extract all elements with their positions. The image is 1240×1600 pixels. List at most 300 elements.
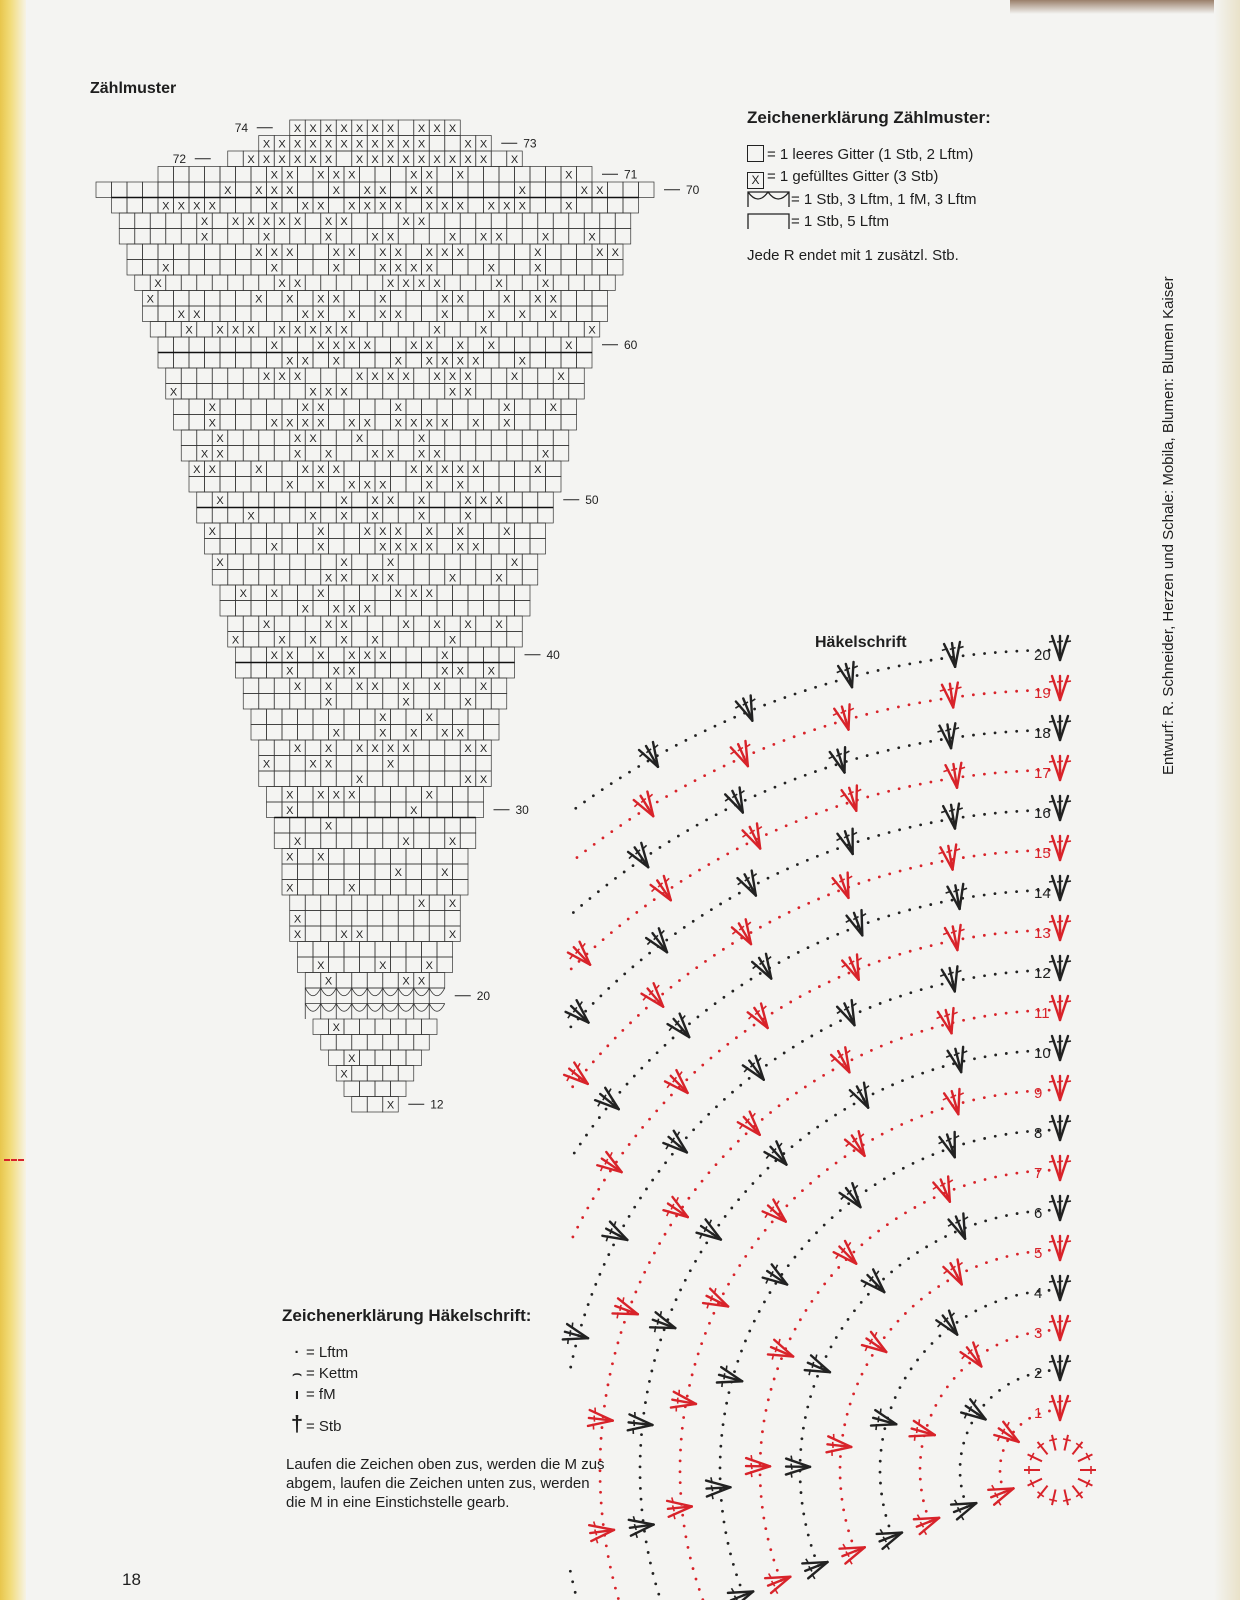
chain-dot <box>879 1460 882 1463</box>
chain-dot <box>984 1219 987 1222</box>
filled-cell-x: X <box>394 402 402 414</box>
grid-cell <box>414 818 430 834</box>
grid-cell <box>212 275 228 291</box>
chain-dot <box>962 816 965 819</box>
chain-dot <box>656 801 659 804</box>
filled-cell-x: X <box>270 185 278 197</box>
filled-cell-x: X <box>231 634 240 647</box>
filled-cell-x: X <box>309 510 317 523</box>
grid-cell <box>538 430 554 446</box>
chain-dot <box>986 1349 989 1352</box>
filled-cell-x: X <box>363 200 371 213</box>
grid-cell <box>243 384 259 400</box>
chain-dot <box>726 853 729 856</box>
chain-dot <box>687 1546 690 1549</box>
stitch-fan <box>843 1130 874 1162</box>
filled-cell-x: X <box>456 541 464 554</box>
chain-dot <box>841 1498 844 1501</box>
grid-cell <box>251 663 267 679</box>
grid-cell <box>375 787 391 803</box>
chain-dot <box>614 1352 617 1355</box>
filled-cell-x: X <box>262 138 271 151</box>
stitch-fan <box>745 1002 777 1034</box>
chain-dot <box>909 950 912 953</box>
grid-cell <box>414 554 430 570</box>
single-crochet-icon: ı <box>294 1386 300 1403</box>
filled-cell-x: X <box>379 712 387 724</box>
grid-cell <box>460 678 476 694</box>
chain-dot <box>877 669 880 672</box>
filet-grid-chart <box>96 120 654 1112</box>
filled-cell-x: X <box>394 526 402 538</box>
grid-cell <box>352 756 368 772</box>
filled-cell-x: X <box>425 789 433 802</box>
stitch-stb <box>1048 1434 1059 1451</box>
chain-dot <box>899 870 902 873</box>
grid-cell <box>546 167 562 183</box>
grid-cell <box>453 585 469 601</box>
grid-cell <box>119 213 135 229</box>
grid-cell <box>499 353 515 369</box>
chain-dot <box>664 1044 667 1047</box>
filled-cell-x: X <box>208 526 216 538</box>
grid-cell <box>422 880 438 896</box>
chain-dot <box>946 1385 949 1388</box>
filled-cell-x: X <box>448 836 457 848</box>
legend-item-kettm: ⌢ = Kettm <box>288 1363 358 1384</box>
chain-dot <box>722 1292 725 1295</box>
chain-dot <box>817 1291 820 1294</box>
chain-dot <box>940 901 943 904</box>
grid-cell <box>298 942 314 958</box>
stitch-fan <box>1049 996 1071 1020</box>
chain-dot <box>887 749 890 752</box>
grid-cell <box>243 694 259 710</box>
grid-cell <box>499 167 515 183</box>
filled-cell-x: X <box>286 185 294 197</box>
grid-cell <box>499 601 515 617</box>
chain-dot <box>721 1510 724 1513</box>
chain-dot <box>890 1128 893 1131</box>
filled-cell-x: X <box>503 526 511 538</box>
filled-cell-x: X <box>340 216 348 228</box>
grid-cell <box>460 554 476 570</box>
chain-dot <box>640 1508 643 1511</box>
chain-dot <box>802 1513 805 1516</box>
chain-dot <box>594 945 597 948</box>
chain-dot <box>665 795 668 798</box>
chain-dot <box>685 1078 688 1081</box>
chain-dot <box>919 783 922 786</box>
filled-cell-x: X <box>332 185 340 197</box>
grid-cell <box>391 725 407 741</box>
filled-cell-x: X <box>379 479 387 492</box>
chain-dot <box>929 903 932 906</box>
stitch-fan <box>740 822 770 853</box>
filled-cell-x: X <box>270 340 278 352</box>
grid-cell <box>259 694 275 710</box>
grid-cell <box>530 353 546 369</box>
grid-cell <box>398 1035 414 1051</box>
chain-dot <box>754 794 757 797</box>
chain-dot <box>889 998 892 1001</box>
grid-cell <box>460 213 476 229</box>
round-label: 6 <box>1034 1205 1043 1222</box>
grid-cell <box>453 647 469 663</box>
grid-cell <box>298 260 314 276</box>
chain-dot <box>653 898 656 901</box>
filled-cell-x: X <box>278 324 286 337</box>
filled-cell-x: X <box>270 169 278 182</box>
grid-cell <box>313 709 329 725</box>
filled-cell-x: X <box>410 185 418 197</box>
chain-dot <box>635 911 638 914</box>
grid-cell <box>460 322 476 338</box>
grid-cell <box>577 306 593 322</box>
chain-dot <box>720 1499 723 1502</box>
chain-dot <box>698 869 701 872</box>
grid-cell <box>143 306 159 322</box>
chain-dot <box>606 1044 609 1047</box>
grid-cell <box>499 244 515 260</box>
grid-cell <box>600 275 616 291</box>
grid-cell <box>484 539 500 555</box>
grid-cell <box>437 523 453 539</box>
filled-cell-x: X <box>355 774 364 786</box>
grid-cell <box>135 213 151 229</box>
chain-dot <box>1005 972 1008 975</box>
filled-cell-x: X <box>270 247 278 259</box>
grid-cell <box>236 182 252 198</box>
grid-cell <box>344 957 360 973</box>
chain-dot <box>679 1449 682 1452</box>
grid-cell <box>398 756 414 772</box>
grid-cell <box>429 229 445 245</box>
filled-cell-x: X <box>340 324 348 337</box>
grid-cell <box>282 601 298 617</box>
chain-dot <box>656 1051 659 1054</box>
chain-dot <box>883 1177 886 1180</box>
chain-dot <box>839 1455 842 1458</box>
stitch-fan <box>839 785 867 814</box>
stitch-fan <box>566 940 598 973</box>
filled-cell-x: X <box>193 309 201 321</box>
chain-dot <box>888 872 891 875</box>
chain-dot <box>614 1587 617 1590</box>
chain-dot <box>788 911 791 914</box>
chain-dot <box>609 1373 612 1376</box>
stitch-fan <box>1049 956 1071 980</box>
grid-cell <box>406 523 422 539</box>
grid-cell <box>189 260 205 276</box>
grid-cell <box>414 771 430 787</box>
chain-dot <box>694 1260 697 1263</box>
chain-dot <box>724 808 727 811</box>
chain-dot <box>839 1466 842 1469</box>
stitch-fan <box>1049 1396 1071 1420</box>
chain-dot <box>994 1094 997 1097</box>
grid-cell <box>445 616 461 632</box>
filled-cell-x: X <box>340 138 348 151</box>
grid-cell <box>515 461 531 477</box>
chain-dot <box>1017 1378 1020 1381</box>
chain-dot <box>965 1269 968 1272</box>
chain-dot <box>838 976 841 979</box>
grid-cell <box>445 678 461 694</box>
chain-dot <box>923 1350 926 1353</box>
grid-cell <box>476 213 492 229</box>
filled-cell-x: X <box>464 495 472 507</box>
chain-dot <box>694 1188 697 1191</box>
chain-dot <box>648 1380 651 1383</box>
chain-dot <box>921 1157 924 1160</box>
chain-dot <box>597 890 600 893</box>
filled-cell-x: X <box>611 247 619 259</box>
grid-cell <box>367 1066 383 1082</box>
chain-dot <box>795 820 798 823</box>
grid-cell <box>274 818 290 834</box>
chain-dot <box>679 1492 682 1495</box>
grid-cell <box>298 647 314 663</box>
chain-dot <box>844 1155 847 1158</box>
filled-cell-x: X <box>410 340 418 352</box>
filled-cell-x: X <box>417 495 426 507</box>
grid-cell <box>228 492 244 508</box>
chain-dot <box>814 686 817 689</box>
chain-dot <box>611 1576 614 1579</box>
filled-cell-x: X <box>278 634 286 647</box>
chain-dot <box>700 1121 703 1124</box>
filled-cell-x: X <box>348 479 356 492</box>
chain-dot <box>910 1367 913 1370</box>
grid-cell <box>406 601 422 617</box>
chain-dot <box>942 1149 945 1152</box>
chain-dot <box>618 1091 621 1094</box>
chain-dot <box>843 1108 846 1111</box>
grid-cell <box>236 647 252 663</box>
grid-cell <box>228 275 244 291</box>
chain-dot <box>704 1332 707 1335</box>
chain-dot <box>583 801 586 804</box>
chain-dot <box>835 805 838 808</box>
grid-cell <box>414 911 430 927</box>
filled-cell-x: X <box>441 665 449 678</box>
grid-cell <box>321 554 337 570</box>
grid-cell <box>468 337 484 353</box>
grid-cell <box>298 291 314 307</box>
chain-dot <box>930 862 933 865</box>
chain-dot <box>733 716 736 719</box>
grid-cell <box>282 306 298 322</box>
grid-cell <box>546 461 562 477</box>
grid-cell <box>352 213 368 229</box>
chain-dot <box>707 863 710 866</box>
grid-cell <box>220 399 236 415</box>
grid-cell <box>414 926 430 942</box>
grid-cell <box>530 167 546 183</box>
grid-cell <box>515 523 531 539</box>
grid-cell <box>220 167 236 183</box>
filled-cell-x: X <box>262 371 271 383</box>
chain-dot <box>983 1015 986 1018</box>
grid-cell <box>274 446 290 462</box>
filled-cell-x: X <box>239 588 247 600</box>
chain-dot <box>623 1321 626 1324</box>
filled-cell-x: X <box>324 743 333 755</box>
chain-dot <box>810 1300 813 1303</box>
arch-cell <box>414 1004 430 1020</box>
chain-dot <box>984 1055 987 1058</box>
stitch-fan <box>828 1046 859 1078</box>
row-label-text: 50 <box>585 492 599 507</box>
round-label: 16 <box>1034 805 1051 822</box>
chain-dot <box>727 1542 730 1545</box>
filled-cell-x: X <box>324 681 333 693</box>
chain-dot <box>913 1206 916 1209</box>
legend-item-bar: = 1 Stb, 5 Lftm <box>747 211 977 233</box>
chain-dot <box>898 787 901 790</box>
filled-cell-x: X <box>541 231 550 244</box>
filled-cell-x: X <box>541 278 550 290</box>
chain-dot <box>820 1029 823 1032</box>
grid-cell <box>197 384 213 400</box>
filled-cell-x: X <box>479 495 488 507</box>
bar-icon <box>747 212 791 230</box>
grid-cell <box>274 678 290 694</box>
grid-cell <box>205 477 221 493</box>
grid-cell <box>344 849 360 865</box>
filled-cell-x: X <box>371 572 379 585</box>
chain-dot <box>760 1495 763 1498</box>
chain-dot <box>799 1448 802 1451</box>
chain-dot <box>891 1083 894 1086</box>
chain-dot <box>675 744 678 747</box>
chain-dot <box>962 1442 965 1445</box>
filled-cell-x: X <box>348 309 356 321</box>
chain-dot <box>639 1455 642 1458</box>
chain-dot <box>823 1283 826 1286</box>
grid-cell <box>468 663 484 679</box>
grid-cell <box>205 260 221 276</box>
chain-dot <box>1015 690 1018 693</box>
filled-cell-x: X <box>293 448 302 461</box>
filled-cell-x: X <box>479 138 488 151</box>
filled-cell-x: X <box>425 262 433 275</box>
chain-dot <box>794 1256 797 1259</box>
chain-dot <box>878 960 881 963</box>
grid-cell <box>460 275 476 291</box>
chain-dot <box>740 1350 743 1353</box>
chain-dot <box>846 929 849 932</box>
chain-dot <box>802 1427 805 1430</box>
filled-cell-x: X <box>379 650 387 662</box>
filled-cell-x: X <box>324 231 333 244</box>
chain-dot <box>1015 1294 1018 1297</box>
grid-cell <box>329 523 345 539</box>
grid-cell <box>313 802 329 818</box>
grid-cell <box>383 926 399 942</box>
filled-cell-x: X <box>456 247 464 259</box>
chain-dot <box>1026 930 1029 933</box>
filled-cell-x: X <box>479 774 488 786</box>
chain-dot <box>830 1345 833 1348</box>
chain-dot <box>879 1002 882 1005</box>
chain-dot <box>868 963 871 966</box>
grid-cell <box>491 213 507 229</box>
grid-cell <box>251 477 267 493</box>
chain-dot <box>719 903 722 906</box>
chain-dot <box>663 1102 666 1105</box>
grid-cell <box>282 585 298 601</box>
filled-cell-x: X <box>448 371 457 383</box>
grid-cell <box>236 663 252 679</box>
grid-cell <box>546 260 562 276</box>
chain-dot <box>1005 771 1008 774</box>
chain-dot <box>1028 1417 1031 1420</box>
grid-cell <box>460 446 476 462</box>
chain-dot <box>1006 1255 1009 1258</box>
grid-cell <box>251 353 267 369</box>
filled-cell-x: X <box>402 836 410 848</box>
chain-dot <box>921 1445 924 1448</box>
grid-cell <box>259 740 275 756</box>
filled-cell-x: X <box>386 154 395 166</box>
chain-dot <box>703 774 706 777</box>
filled-cell-x: X <box>402 278 410 290</box>
grid-cell <box>251 709 267 725</box>
chain-dot <box>764 790 767 793</box>
grid-cell <box>383 895 399 911</box>
chain-dot <box>707 1113 710 1116</box>
filled-cell-x: X <box>456 479 464 492</box>
filled-cell-x: X <box>456 727 464 740</box>
grid-cell <box>375 167 391 183</box>
chain-dot <box>890 1328 893 1331</box>
grid-cell <box>538 492 554 508</box>
row-label-text: 72 <box>172 151 187 166</box>
chain-dot <box>797 906 800 909</box>
stitch-fan <box>589 1519 616 1544</box>
grid-cell <box>251 647 267 663</box>
arch-cell <box>414 988 430 1004</box>
chain-dot <box>731 1091 734 1094</box>
chain-dot <box>835 1336 838 1339</box>
filled-cell-x: X <box>177 309 185 321</box>
filled-cell-x: X <box>355 433 364 445</box>
filled-cell-x: X <box>231 216 240 228</box>
chain-dot <box>639 1465 642 1468</box>
chain-dot <box>738 892 741 895</box>
grid-cell <box>321 632 337 648</box>
filled-cell-x: X <box>433 681 441 693</box>
chain-dot <box>740 984 743 987</box>
grid-cell <box>344 539 360 555</box>
grid-cell <box>274 756 290 772</box>
chain-dot <box>787 1264 790 1267</box>
grid-cell <box>553 384 569 400</box>
grid-cell <box>174 291 190 307</box>
chain-dot <box>737 1198 740 1201</box>
filled-cell-x: X <box>549 293 557 306</box>
filled-cell-x: X <box>441 867 449 879</box>
grid-cell <box>228 368 244 384</box>
grid-cell <box>313 244 329 260</box>
grid-cell <box>360 663 376 679</box>
filled-cell-x: X <box>580 185 588 197</box>
chain-dot <box>800 1247 803 1250</box>
chain-dot <box>926 1424 929 1427</box>
chain-dot <box>1015 1131 1018 1134</box>
